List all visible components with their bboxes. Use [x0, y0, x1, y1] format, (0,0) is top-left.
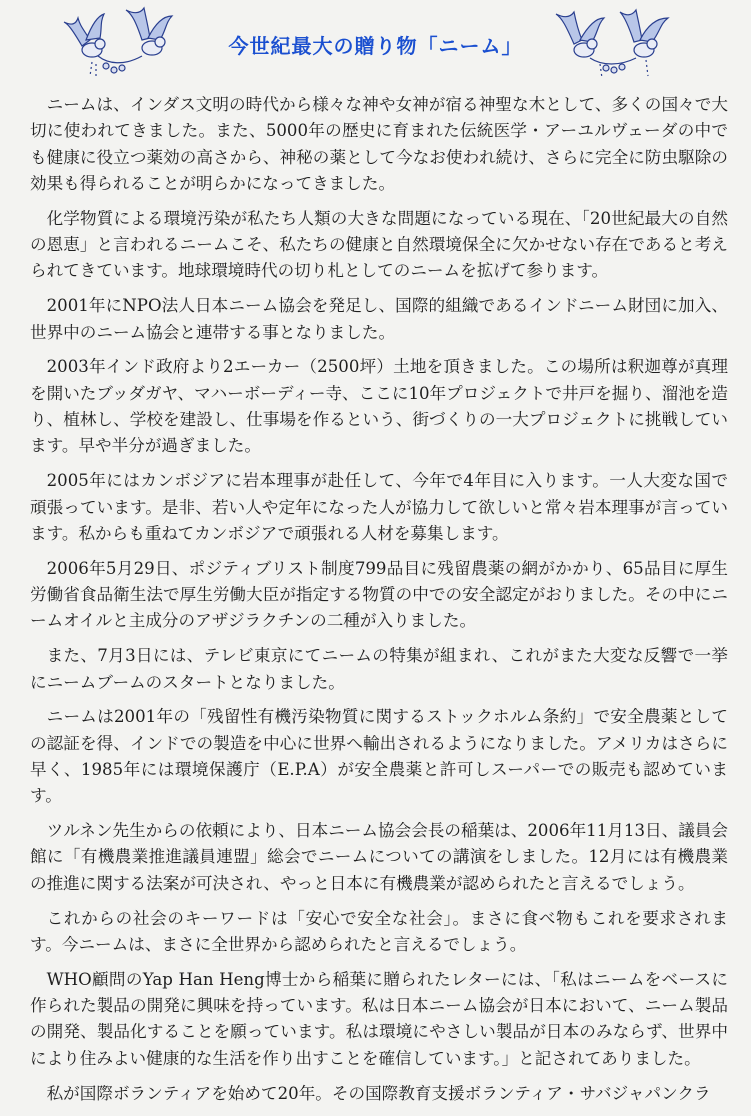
- paragraph: ニームは、インダス文明の時代から様々な神や女神が宿る神聖な木として、多くの国々で大切に使われてきました。また、5000年の歴史に育まれた伝統医学・アーユルヴェーダの中でも健康に役立つ薬効の高さから、神秘の薬として今なお使われ続け、さらに完全に防虫駆除の効果も得られることが明らかになってきました。: [30, 95, 728, 193]
- paragraph: 私が国際ボランティアを始めて20年。その国際教育支援ボランティア・サバジャパンクラ: [46, 1083, 711, 1103]
- paragraph: 2006年5月29日、ポジティブリスト制度799品目に残留農薬の網がかかり、65品目に厚生労働省食品衛生法で厚生労働大臣が指定する物質の中での安全認定がおりました。その中にニームオイルと主成分のアザジラクチンの二種が入りました。: [30, 558, 728, 631]
- paragraph: これからの社会のキーワードは「安心で安全な社会」。まさに食べ物もこれを要求されます。今ニームは、まさに全世界から認められたと言えるでしょう。: [30, 908, 728, 954]
- paragraph: 2005年にはカンボジアに岩本理事が赴任して、今年で4年目に入ります。一人大変な国で頑張っています。是非、若い人や定年になった人が協力して欲しいと常々岩本理事が言っています。私からも重ねてカンボジアで頑張れる人材を募集します。: [30, 471, 728, 543]
- article-body: [30, 92, 728, 1116]
- paragraph: ツルネン先生からの依頼により、日本ニーム協会会長の稲葉は、2006年11月13日、議員会館に「有機農業推進議員連盟」総会でニームについての講演をしました。12月には有機農業の推進に関する法案が可決され、やっと日本に有機農業が認められたと言えるでしょう。: [30, 821, 728, 893]
- paragraph: 2001年にNPO法人日本ニーム協会を発足し、国際的組織であるインドニーム財団に加入、世界中のニーム協会と連帯する事となりました。: [30, 296, 728, 342]
- paragraph: また、7月3日には、テレビ東京にてニームの特集が組まれ、これがまた大変な反響で一挙にニームブームのスタートとなりました。: [30, 646, 728, 692]
- paragraph: WHO顧問のYap Han Heng博士から稲葉に贈られたレターには、「私はニームをベースに作られた製品の開発に興味を持っています。私は日本ニーム協会が日本において、ニーム製品の開発、製品化することを願っています。私は環境にやさしい製品が日本のみならず、世界中により住みよい健康的な生活を作り出すことを確信しています。」と記されてありました。: [30, 969, 728, 1068]
- paragraph: ニームは2001年の「残留性有機汚染物質に関するストックホルム条約」で安全農薬としての認証を得、インドでの製造を中心に世界へ輸出されるようになりました。アメリカはさらに早く、1985年には環境保護庁（E.P.A）が安全農薬と許可しスーパーでの販売も認めています。: [30, 707, 728, 806]
- angel-birds-icon: [550, 4, 690, 84]
- paragraph: 2003年インド政府より2エーカー（2500坪）土地を頂きました。この場所は釈迦尊が真理を開いたブッダガヤ、マハーボーディー寺、ここに10年プロジェクトで井戸を掘り、溜池を造り、植林し、学校を建設し、仕事場を作るという、街づくりの一大プロジェクトに挑戦しています。早や半分が過ぎました。: [30, 357, 728, 456]
- page-title: 今世紀最大の贈り物「ニーム」: [228, 34, 523, 58]
- paragraph: 化学物質による環境汚染が私たち人類の大きな問題になっている現在、「20世紀最大の自然の恩恵」と言われるニームこそ、私たちの健康と自然環境保全に欠かせない存在であると考えられてきています。地球環境時代の切り札としてのニームを拡げて参ります。: [30, 208, 728, 281]
